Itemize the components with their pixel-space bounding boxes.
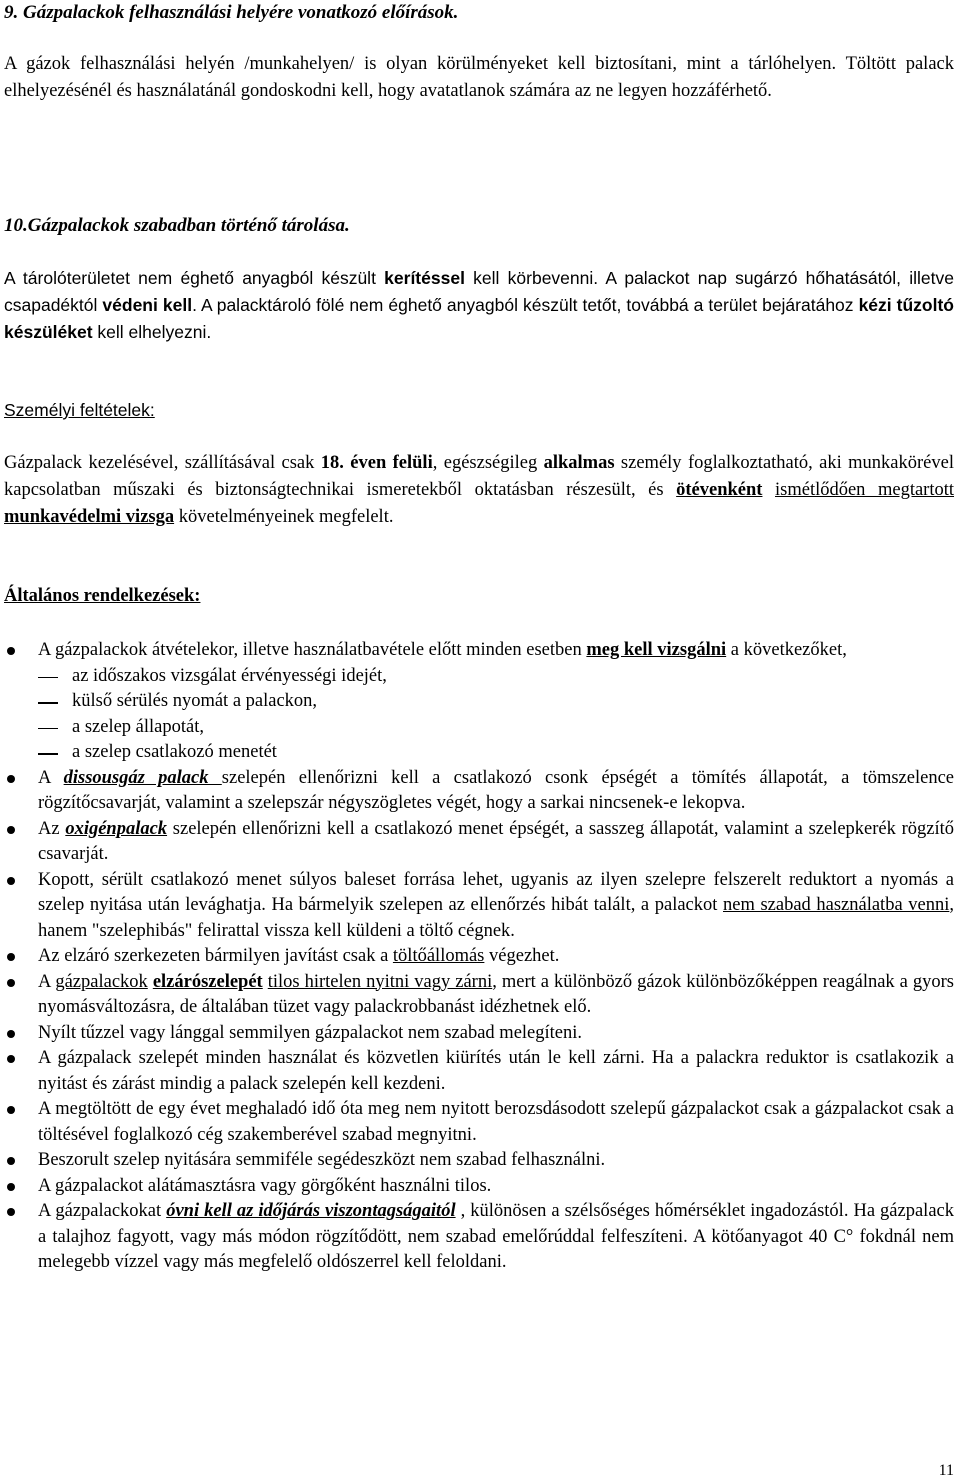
list-item: A gázpalackot alátámasztásra vagy görgőként használni tilos. [4,1174,954,1200]
section-9-heading: 9. Gázpalackok felhasználási helyére vonatkozó előírások. [4,2,459,23]
section-9-paragraph: A gázok felhasználási helyén /munkahelyen/ is olyan körülményeket kell biztosítani, mint a tárlóhelyen. Töltött palack elhelyezésénél és használatánál gondoskodni kell, hogy avatatlanok számára az ne legyen hozzáférhető. [4,54,954,101]
list-item: A megtöltött de egy évet meghaladó idő óta meg nem nyitott berozsdásodott szelepű gázpalackot csak a gázpalackot csak a töltésével foglalkozó cég szakemberével szabad megnyitni. [4,1097,954,1148]
list-item: Az elzáró szerkezeten bármilyen javítást csak a töltőállomás végezhet. [4,944,954,970]
list-item: a szelep csatlakozó menetét [4,740,954,766]
section-10-paragraph: A tárolóterületet nem éghető anyagból készült kerítéssel kell körbevenni. A palackot nap sugárzó hőhatásától, illetve csapadéktól védeni kell. A palacktároló fölé nem éghető anyagból készült tetőt, továbbá a terület bejáratához kézi tűzoltó készüléket kell elhelyezni. [4,268,954,342]
list-item: A gázpalackokat óvni kell az időjárás viszontagságaitól , különösen a szélsőséges hőmérséklet ingadozástól. Ha gázpalack a talajhoz fagyott, vagy más módon rögzítődött, nem szabad emelőrúddal felfeszíteni. A kötőanyagot 40 C° fokdnál nem melegebb vízzel vagy más megfelelő oldószerrel kell feloldani. [4,1199,954,1276]
list-item: Nyílt tűzzel vagy lánggal semmilyen gázpalackot nem szabad melegíteni. [4,1021,954,1047]
list-item: Az oxigénpalack szelepén ellenőrizni kell a csatlakozó menet épségét, a sasszeg állapotát, valamint a szelepkerék rögzítő csavarját. [4,817,954,868]
general-provisions-list [4,638,954,1276]
list-item: Beszorult szelep nyitására semmiféle segédeszközt nem szabad felhasználni. [4,1148,954,1174]
list-item: A gázpalackok átvételekor, illetve használatbavétele előtt minden esetben meg kell vizsgálni a következőket, az időszakos vizsgálat érvényességi idejét, külső sérülés nyomát a palackon, a szelep állapotát, a szelep csatlakozó menetét [4,638,954,766]
list-item: Kopott, sérült csatlakozó menet súlyos baleset forrása lehet, ugyanis az ilyen szelepre felszerelt reduktort a nyomás a szelep nyitása után levághatja. Ha bármelyik szelepen az ellenőrzés hibát talált, a palackot nem szabad használatba venni, hanem "szelephibás" felirattal vissza kell küldeni a töltő cégnek. [4,868,954,945]
list-item: a szelep állapotát, [4,715,954,741]
list-item: az időszakos vizsgálat érvényességi idejét, [4,664,954,690]
list-item: A gázpalack szelepét minden használat és közvetlen kiürítés után le kell zárni. Ha a palackra reduktor is csatlakozik a nyitást és zárást mindig a palack szelepén kell kezdeni. [4,1046,954,1097]
list-item: A gázpalackok elzárószelepét tilos hirtelen nyitni vagy zárni, mert a különböző gázok különbözőképpen reagálnak a gyors nyomásváltozásra, de általában tüzet vagy palackrobbanást idézhetnek elő. [4,970,954,1021]
personal-conditions-heading: Személyi feltételek: [4,400,155,420]
personal-conditions-paragraph: Gázpalack kezelésével, szállításával csak 18. éven felüli, egészségileg alkalmas személy foglalkoztatható, aki munkakörével kapcsolatban műszaki és biztonságtechnikai ismeretekből oktatásban részesült, és ötévenként ismétlődően megtartott munkavédelmi vizsga követelményeinek megfelelt. [4,453,955,527]
page-number: 11 [938,1462,954,1479]
section-10-heading: 10.Gázpalackok szabadban történő tárolása. [4,215,350,236]
list-item: A dissousgáz palack szelepén ellenőrizni kell a csatlakozó csonk épségét a tömítés állapotát, a tömszelence rögzítőcsavarját, valamint a szelepszár négyszögletes végét, hogy a sarkai nincsenek-e lekopva. [4,766,954,817]
general-provisions-heading: Általános rendelkezések: [4,586,201,606]
list-item: külső sérülés nyomát a palackon, [4,689,954,715]
